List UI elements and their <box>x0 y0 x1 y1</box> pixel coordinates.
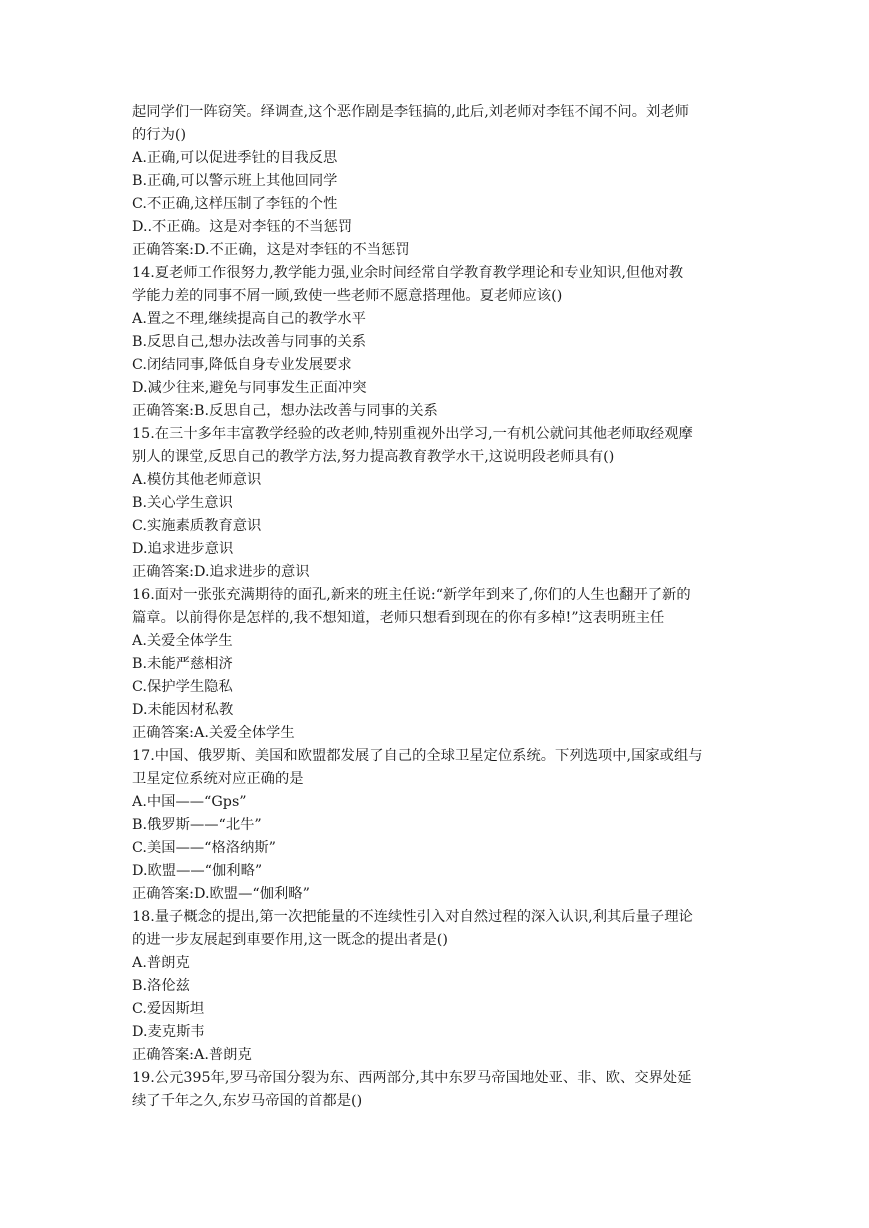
text-line: B.关心学生意识 <box>132 495 233 511</box>
text-line: 19.公元395年,罗马帝国分裂为东、西两部分,其中东罗马帝国地处亚、非、欧、交界处延 <box>132 1070 692 1086</box>
text-line: B.反思自己,想办法改善与同事的关系 <box>132 334 367 350</box>
text-line: 起同学们一阵窃笑。绎调查,这个恶作剧是李钰搞的,此后,刘老师对李钰不闻不问。刘老师 <box>132 104 689 120</box>
text-line: B.未能严慈相济 <box>132 656 233 672</box>
text-line: D.麦克斯韦 <box>132 1024 205 1040</box>
text-line: 18.量子概念的提出,第一次把能量的不连续性引入对自然过程的深入认识,利其后量子理论 <box>132 909 693 925</box>
text-line: 17.中国、俄罗斯、美国和欧盟都发展了自己的全球卫星定位系统。下列选项中,国家或组与 <box>132 748 703 764</box>
text-line: 正确答案:A.关爱全体学生 <box>132 725 295 741</box>
text-line: 正确答案:B.反思自己，想办法改善与同事的关系 <box>132 403 438 419</box>
text-line: A.置之不理,继续提高自己的教学水平 <box>132 311 366 327</box>
text-line: D.欧盟——“伽利略” <box>132 863 263 879</box>
text-line: 14.夏老师工作很努力,教学能力强,业余时间经常自学教育教学理论和专业知识,但他对教 <box>132 265 684 281</box>
text-line: C.美国——“格洛纳斯” <box>132 840 276 856</box>
text-line: 15.在三十多年丰富教学经验的改老帅,特别重视外出学习,一有机公就问其他老师取经观摩 <box>132 426 693 442</box>
text-line: 正确答案:D.追求进步的意识 <box>132 564 310 580</box>
text-line: 正确答案:D.欧盟—“伽利略” <box>132 886 310 902</box>
document-page <box>132 101 742 1113</box>
text-line: 别人的课堂,反思自己的教学方法,努力提高教育教学水干,这说明段老师具有() <box>132 449 615 465</box>
text-line: C.不正确,这样压制了李钰的个性 <box>132 196 338 212</box>
text-line: 的进一步友展起到車要作用,这一既念的提出者是() <box>132 932 448 948</box>
text-line: C.实施素质教育意识 <box>132 518 262 534</box>
text-line: A.正确,可以促进季钍的目我反思 <box>132 150 338 166</box>
text-line: B.洛伦兹 <box>132 978 190 994</box>
text-line: 卫星定位系统对应正确的是 <box>132 771 304 787</box>
text-line: B.正确,可以警示班上其他回同学 <box>132 173 338 189</box>
text-line: D.追求进步意识 <box>132 541 234 557</box>
text-line: C.爱因斯坦 <box>132 1001 205 1017</box>
text-line: 正确答案:D.不正确，这是对李钰的不当惩罚 <box>132 242 410 258</box>
text-line: A.普朗克 <box>132 955 190 971</box>
text-line: 篇章。以前得你是怎样的,我不想知道，老师只想看到现在的你有多棹!”这表明班主任 <box>132 610 665 626</box>
text-line: A.关爱全体学生 <box>132 633 233 649</box>
text-line: 16.面对一张张充满期待的面孔,新来的班主任说:“新学年到来了,你们的人生也翻开了新的 <box>132 587 691 603</box>
text-line: D..不正确。这是对李钰的不当惩罚 <box>132 219 353 235</box>
text-line: 学能力差的同事不屑一顾,致使一些老师不愿意搭理他。夏老师应该() <box>132 288 563 304</box>
text-line: B.俄罗斯——“北牛” <box>132 817 262 833</box>
text-line: A.中国——“Gps” <box>132 794 247 810</box>
text-line: 续了千年之久,东岁马帝国的首都是() <box>132 1093 363 1109</box>
text-line: C.闭结同事,降低自身专业发展要求 <box>132 357 352 373</box>
text-line: D.减少往来,避免与同事发生正面冲突 <box>132 380 367 396</box>
text-line: 的行为() <box>132 127 187 143</box>
text-line: A.模仿其他老师意识 <box>132 472 262 488</box>
text-line: C.保护学生隐私 <box>132 679 233 695</box>
text-line: 正确答案:A.普朗克 <box>132 1047 252 1063</box>
text-line: D.未能因材私教 <box>132 702 234 718</box>
